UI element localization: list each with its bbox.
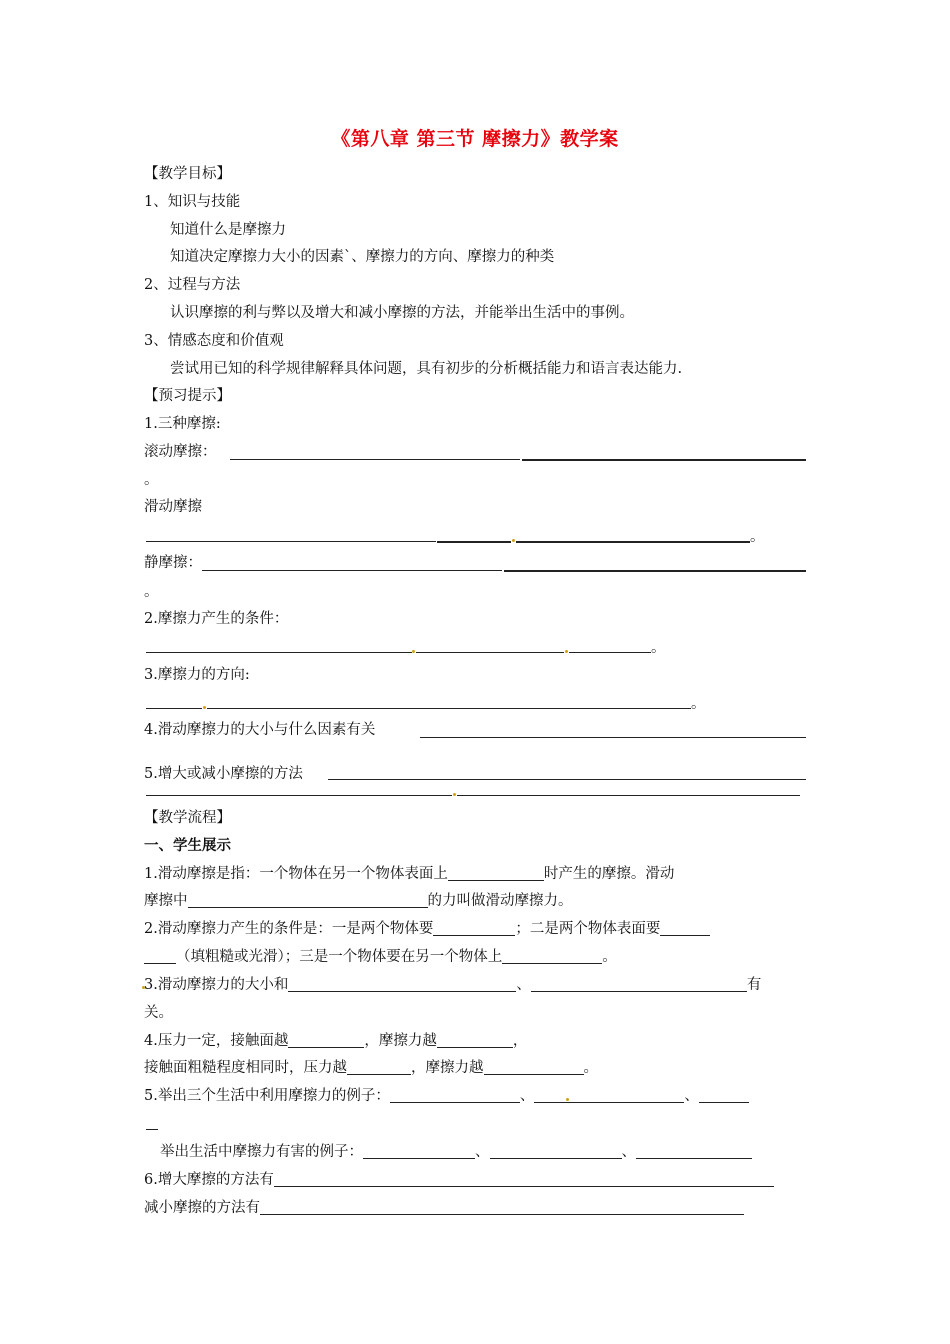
preview-q5: 5.增大或减小摩擦的方法 xyxy=(144,766,303,782)
objective-knowledge-a: 知道什么是摩擦力 xyxy=(170,222,286,238)
text: ，摩擦力越 xyxy=(411,1060,484,1076)
objective-process-a: 认识摩擦的利与弊以及增大和减小摩擦的方法，并能举出生活中的事例。 xyxy=(170,305,634,321)
text: 3.滑动摩擦力的大小和 xyxy=(144,977,289,993)
text: 有 xyxy=(746,977,762,993)
blank-q5-2[interactable] xyxy=(146,795,452,796)
blank[interactable] xyxy=(274,1171,774,1187)
text: 、 xyxy=(516,977,531,993)
text: 接触面粗糙程度相同时，压力越 xyxy=(144,1060,347,1076)
objective-attitude: 3、情感态度和价值观 xyxy=(144,333,284,349)
blank[interactable] xyxy=(288,976,516,992)
objectives-header: 【教学目标】 xyxy=(144,166,231,182)
text: 4.压力一定，接触面越 xyxy=(144,1033,289,1049)
blank-q4[interactable] xyxy=(420,737,806,738)
period: 。 xyxy=(144,584,159,600)
period: 。 xyxy=(144,472,159,488)
process-q5-line3 xyxy=(160,1142,752,1162)
text: 2.滑动摩擦力产生的条件是：一是两个物体要 xyxy=(144,921,434,937)
period: 。 xyxy=(750,529,765,545)
blank[interactable] xyxy=(636,1143,752,1159)
objective-knowledge-b: 知道决定摩擦力大小的因素`、摩擦力的方向、摩擦力的种类 xyxy=(170,249,555,265)
text: 、 xyxy=(519,1088,535,1104)
text: 、 xyxy=(621,1144,636,1160)
blank[interactable] xyxy=(144,948,176,964)
text: ，摩擦力越 xyxy=(364,1033,437,1049)
mark-dot xyxy=(566,1098,569,1101)
text: 时产生的摩擦。滑动 xyxy=(543,866,675,882)
text: 、 xyxy=(684,1088,699,1104)
process-q1-line1 xyxy=(144,864,674,884)
text: 。 xyxy=(583,1060,598,1076)
blank-static-2[interactable] xyxy=(504,570,806,572)
blank[interactable] xyxy=(437,1032,513,1048)
text: 、 xyxy=(475,1144,490,1160)
process-q5-line1 xyxy=(144,1086,749,1106)
preview-q2: 2.摩擦力产生的条件： xyxy=(144,611,289,627)
process-q3-line1 xyxy=(144,975,761,995)
blank[interactable] xyxy=(433,920,515,936)
text: ；二是两个物体表面要 xyxy=(515,921,661,937)
static-friction-label: 静摩擦： xyxy=(144,555,202,571)
blank[interactable] xyxy=(699,1087,749,1103)
sliding-friction-label: 滑动摩擦 xyxy=(144,499,202,515)
period: 。 xyxy=(691,696,706,712)
blank-q2-3[interactable] xyxy=(569,652,651,653)
blank[interactable] xyxy=(390,1087,520,1103)
blank-q5-3[interactable] xyxy=(457,795,800,796)
mark-dot xyxy=(565,650,568,653)
blank[interactable] xyxy=(534,1087,684,1103)
process-q4-line2 xyxy=(144,1058,598,1078)
blank-q3-1[interactable] xyxy=(146,708,202,709)
blank[interactable] xyxy=(288,1032,364,1048)
process-header: 【教学流程】 xyxy=(144,810,231,826)
blank[interactable] xyxy=(188,892,428,908)
blank-q3-2[interactable] xyxy=(207,708,691,709)
blank-q5-1[interactable] xyxy=(328,779,806,780)
blank-rolling-2[interactable] xyxy=(522,459,806,461)
blank[interactable] xyxy=(660,920,710,936)
blank[interactable] xyxy=(502,948,602,964)
process-q2-line2 xyxy=(144,947,617,967)
mark-dot xyxy=(412,650,415,653)
blank-rolling-1[interactable] xyxy=(230,459,520,460)
text: 。 xyxy=(602,949,617,965)
process-q2-line1 xyxy=(144,919,710,939)
section-student-display: 一、学生展示 xyxy=(144,838,231,854)
objective-knowledge: 1、知识与技能 xyxy=(144,194,241,210)
period: 。 xyxy=(651,640,666,656)
preview-q4: 4.滑动摩擦力的大小与什么因素有关 xyxy=(144,722,376,738)
mark-dot xyxy=(453,793,456,796)
blank[interactable] xyxy=(363,1143,475,1159)
document-title: 《第八章 第三节 摩擦力》教学案 xyxy=(331,128,619,150)
blank-sliding-1[interactable] xyxy=(146,541,436,542)
text: 减小摩擦的方法有 xyxy=(144,1200,260,1216)
blank-sliding-2[interactable] xyxy=(437,541,511,543)
blank[interactable] xyxy=(260,1199,744,1215)
blank[interactable] xyxy=(531,976,747,992)
rolling-friction-label: 滚动摩擦： xyxy=(144,444,217,460)
objective-process: 2、过程与方法 xyxy=(144,277,241,293)
preview-header: 【预习提示】 xyxy=(144,388,231,404)
blank-wrap[interactable] xyxy=(146,1129,158,1130)
blank[interactable] xyxy=(448,865,544,881)
mark-dot xyxy=(203,706,206,709)
blank[interactable] xyxy=(484,1059,584,1075)
blank[interactable] xyxy=(347,1059,411,1075)
objective-attitude-a: 尝试用已知的科学规律解释具体问题，具有初步的分析概括能力和语言表达能力. xyxy=(170,361,683,377)
blank-q2-1[interactable] xyxy=(146,652,412,653)
process-q1-line2 xyxy=(144,891,573,911)
text: 的力叫做滑动摩擦力。 xyxy=(427,893,573,909)
preview-q3: 3.摩擦力的方向: xyxy=(144,667,250,683)
blank-q2-2[interactable] xyxy=(416,652,564,653)
process-q6 xyxy=(144,1170,774,1190)
text: （填粗糙或光滑）；三是一个物体要在另一个物体上 xyxy=(176,949,503,965)
text: 1.滑动摩擦是指：一个物体在另一个物体表面上 xyxy=(144,866,448,882)
blank-static-1[interactable] xyxy=(202,570,502,571)
text: 5.举出三个生活中利用摩擦力的例子： xyxy=(144,1088,390,1104)
blank-sliding-3[interactable] xyxy=(516,541,750,543)
text: 摩擦中 xyxy=(144,893,188,909)
process-q3-line2: 关。 xyxy=(144,1005,173,1021)
text: 6.增大摩擦的方法有 xyxy=(144,1172,274,1188)
mark-dot xyxy=(512,539,515,542)
process-q7 xyxy=(144,1198,744,1218)
blank[interactable] xyxy=(490,1143,622,1159)
text: ， xyxy=(512,1033,528,1049)
preview-q1: 1.三种摩擦: xyxy=(144,416,221,432)
process-q4-line1 xyxy=(144,1031,527,1051)
text: 举出生活中摩擦力有害的例子： xyxy=(160,1144,363,1160)
